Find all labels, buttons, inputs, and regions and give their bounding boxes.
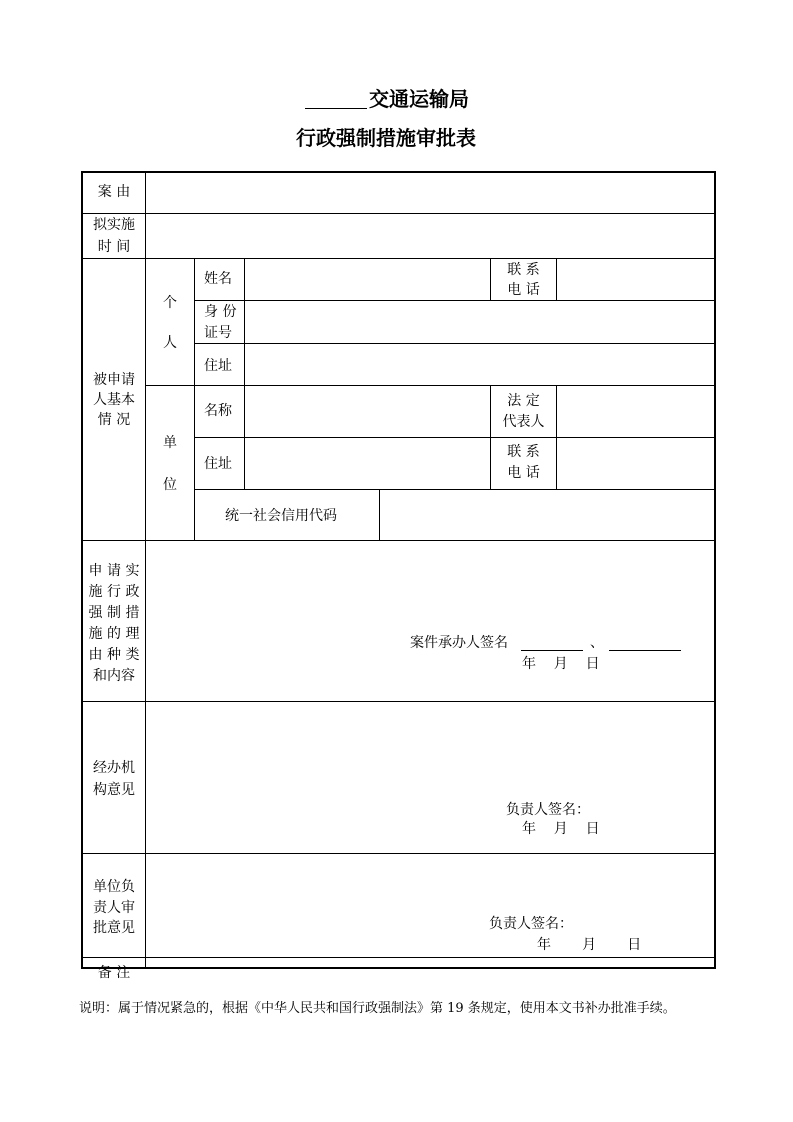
field-label-divider	[244, 258, 245, 386]
unit-label-right	[556, 385, 557, 489]
unit-name-field[interactable]	[246, 387, 488, 435]
contact-phone-label-2: 电 话	[507, 282, 540, 298]
unit-contact-field[interactable]	[558, 439, 712, 487]
handler-date: 年 月 日	[522, 656, 600, 672]
case-reason-label: 案 由	[97, 184, 131, 200]
address-field[interactable]	[246, 345, 712, 383]
unit-row-divider	[194, 437, 714, 438]
unit-row-divider	[194, 489, 714, 490]
reason-label-6: 和内容	[93, 668, 135, 684]
individual-row-divider	[194, 300, 714, 301]
credit-code-field[interactable]	[381, 491, 712, 538]
leader-opinion-label-1: 单位负	[93, 879, 135, 895]
form-title: 行政强制措施审批表	[296, 126, 476, 150]
name-label: 姓名	[204, 271, 232, 287]
legal-rep-field[interactable]	[558, 387, 712, 435]
leader-date: 年 月 日	[537, 937, 642, 953]
individual-label-2: 人	[163, 335, 177, 351]
reason-label-1: 申 请 实	[88, 563, 140, 579]
id-number-label-1: 身 份	[204, 304, 237, 320]
id-number-label-2: 证号	[204, 325, 232, 341]
agency-name-suffix: 交通运输局	[369, 87, 469, 111]
phone-label-right	[556, 258, 557, 300]
legal-rep-label-1: 法 定	[507, 393, 540, 409]
label-column-divider	[145, 171, 146, 967]
row-divider	[81, 853, 714, 854]
address-label: 住址	[204, 358, 232, 374]
respondent-info-label-1: 被申请	[93, 372, 135, 388]
leader-opinion-label-2: 责人审	[93, 900, 135, 916]
leader-opinion-field[interactable]	[147, 855, 712, 910]
unit-label-2: 位	[163, 477, 177, 493]
planned-time-label-2: 时 间	[97, 239, 131, 255]
individual-unit-divider	[145, 385, 714, 386]
leader-opinion-label-3: 批意见	[93, 920, 135, 936]
individual-row-divider	[194, 343, 714, 344]
dept-opinion-field[interactable]	[147, 703, 712, 793]
dept-responsible-signature: 负责人签名：	[506, 802, 590, 818]
dept-opinion-label-2: 构意见	[93, 782, 135, 798]
handler-signature-blank-1[interactable]	[521, 634, 583, 651]
respondent-info-label-2: 人基本	[93, 392, 135, 408]
row-divider	[81, 540, 714, 541]
remarks-field[interactable]	[147, 959, 712, 965]
planned-time-label-1: 拟实施	[93, 217, 135, 233]
dept-date: 年 月 日	[522, 821, 600, 837]
reason-content-field[interactable]	[147, 542, 712, 630]
contact-phone-label-1: 联 系	[507, 262, 540, 278]
credit-code-label: 统一社会信用代码	[225, 508, 337, 524]
unit-contact-label-2: 电 话	[507, 465, 540, 481]
reason-label-4: 施 的 理	[88, 626, 140, 642]
contact-phone-field[interactable]	[558, 260, 712, 298]
respondent-info-label-3: 情 况	[97, 412, 131, 428]
legal-rep-label-2: 代表人	[502, 414, 545, 430]
id-number-field[interactable]	[246, 302, 712, 341]
reason-label-3: 强 制 措	[88, 605, 140, 621]
reason-label-5: 由 种 类	[88, 647, 140, 663]
handler-signature-label: 案件承办人签名	[410, 635, 508, 651]
individual-label-1: 个	[163, 295, 177, 311]
handler-signature-blank-2[interactable]	[609, 634, 681, 651]
remarks-label: 备 注	[97, 965, 131, 981]
row-divider	[81, 213, 714, 214]
unit-address-field[interactable]	[246, 439, 488, 487]
credit-code-divider	[379, 489, 380, 540]
agency-name-blank[interactable]	[305, 88, 367, 109]
unit-label-1: 单	[163, 435, 177, 451]
unit-field-label-divider	[244, 385, 245, 489]
unit-address-label: 住址	[204, 456, 232, 472]
leader-signature: 负责人签名：	[489, 916, 573, 932]
row-divider	[81, 258, 714, 259]
handler-separator: 、	[590, 635, 604, 651]
footnote: 说明：属于情况紧急的，根据《中华人民共和国行政强制法》第 19 条规定，使用本文书补办批准手续。	[79, 1001, 676, 1016]
unit-name-label: 名称	[204, 403, 232, 419]
unit-contact-label-1: 联 系	[507, 444, 540, 460]
row-divider	[81, 701, 714, 702]
row-divider	[81, 957, 714, 958]
dept-opinion-label-1: 经办机	[93, 760, 135, 776]
reason-label-2: 施 行 政	[88, 584, 140, 600]
name-field[interactable]	[246, 260, 488, 298]
